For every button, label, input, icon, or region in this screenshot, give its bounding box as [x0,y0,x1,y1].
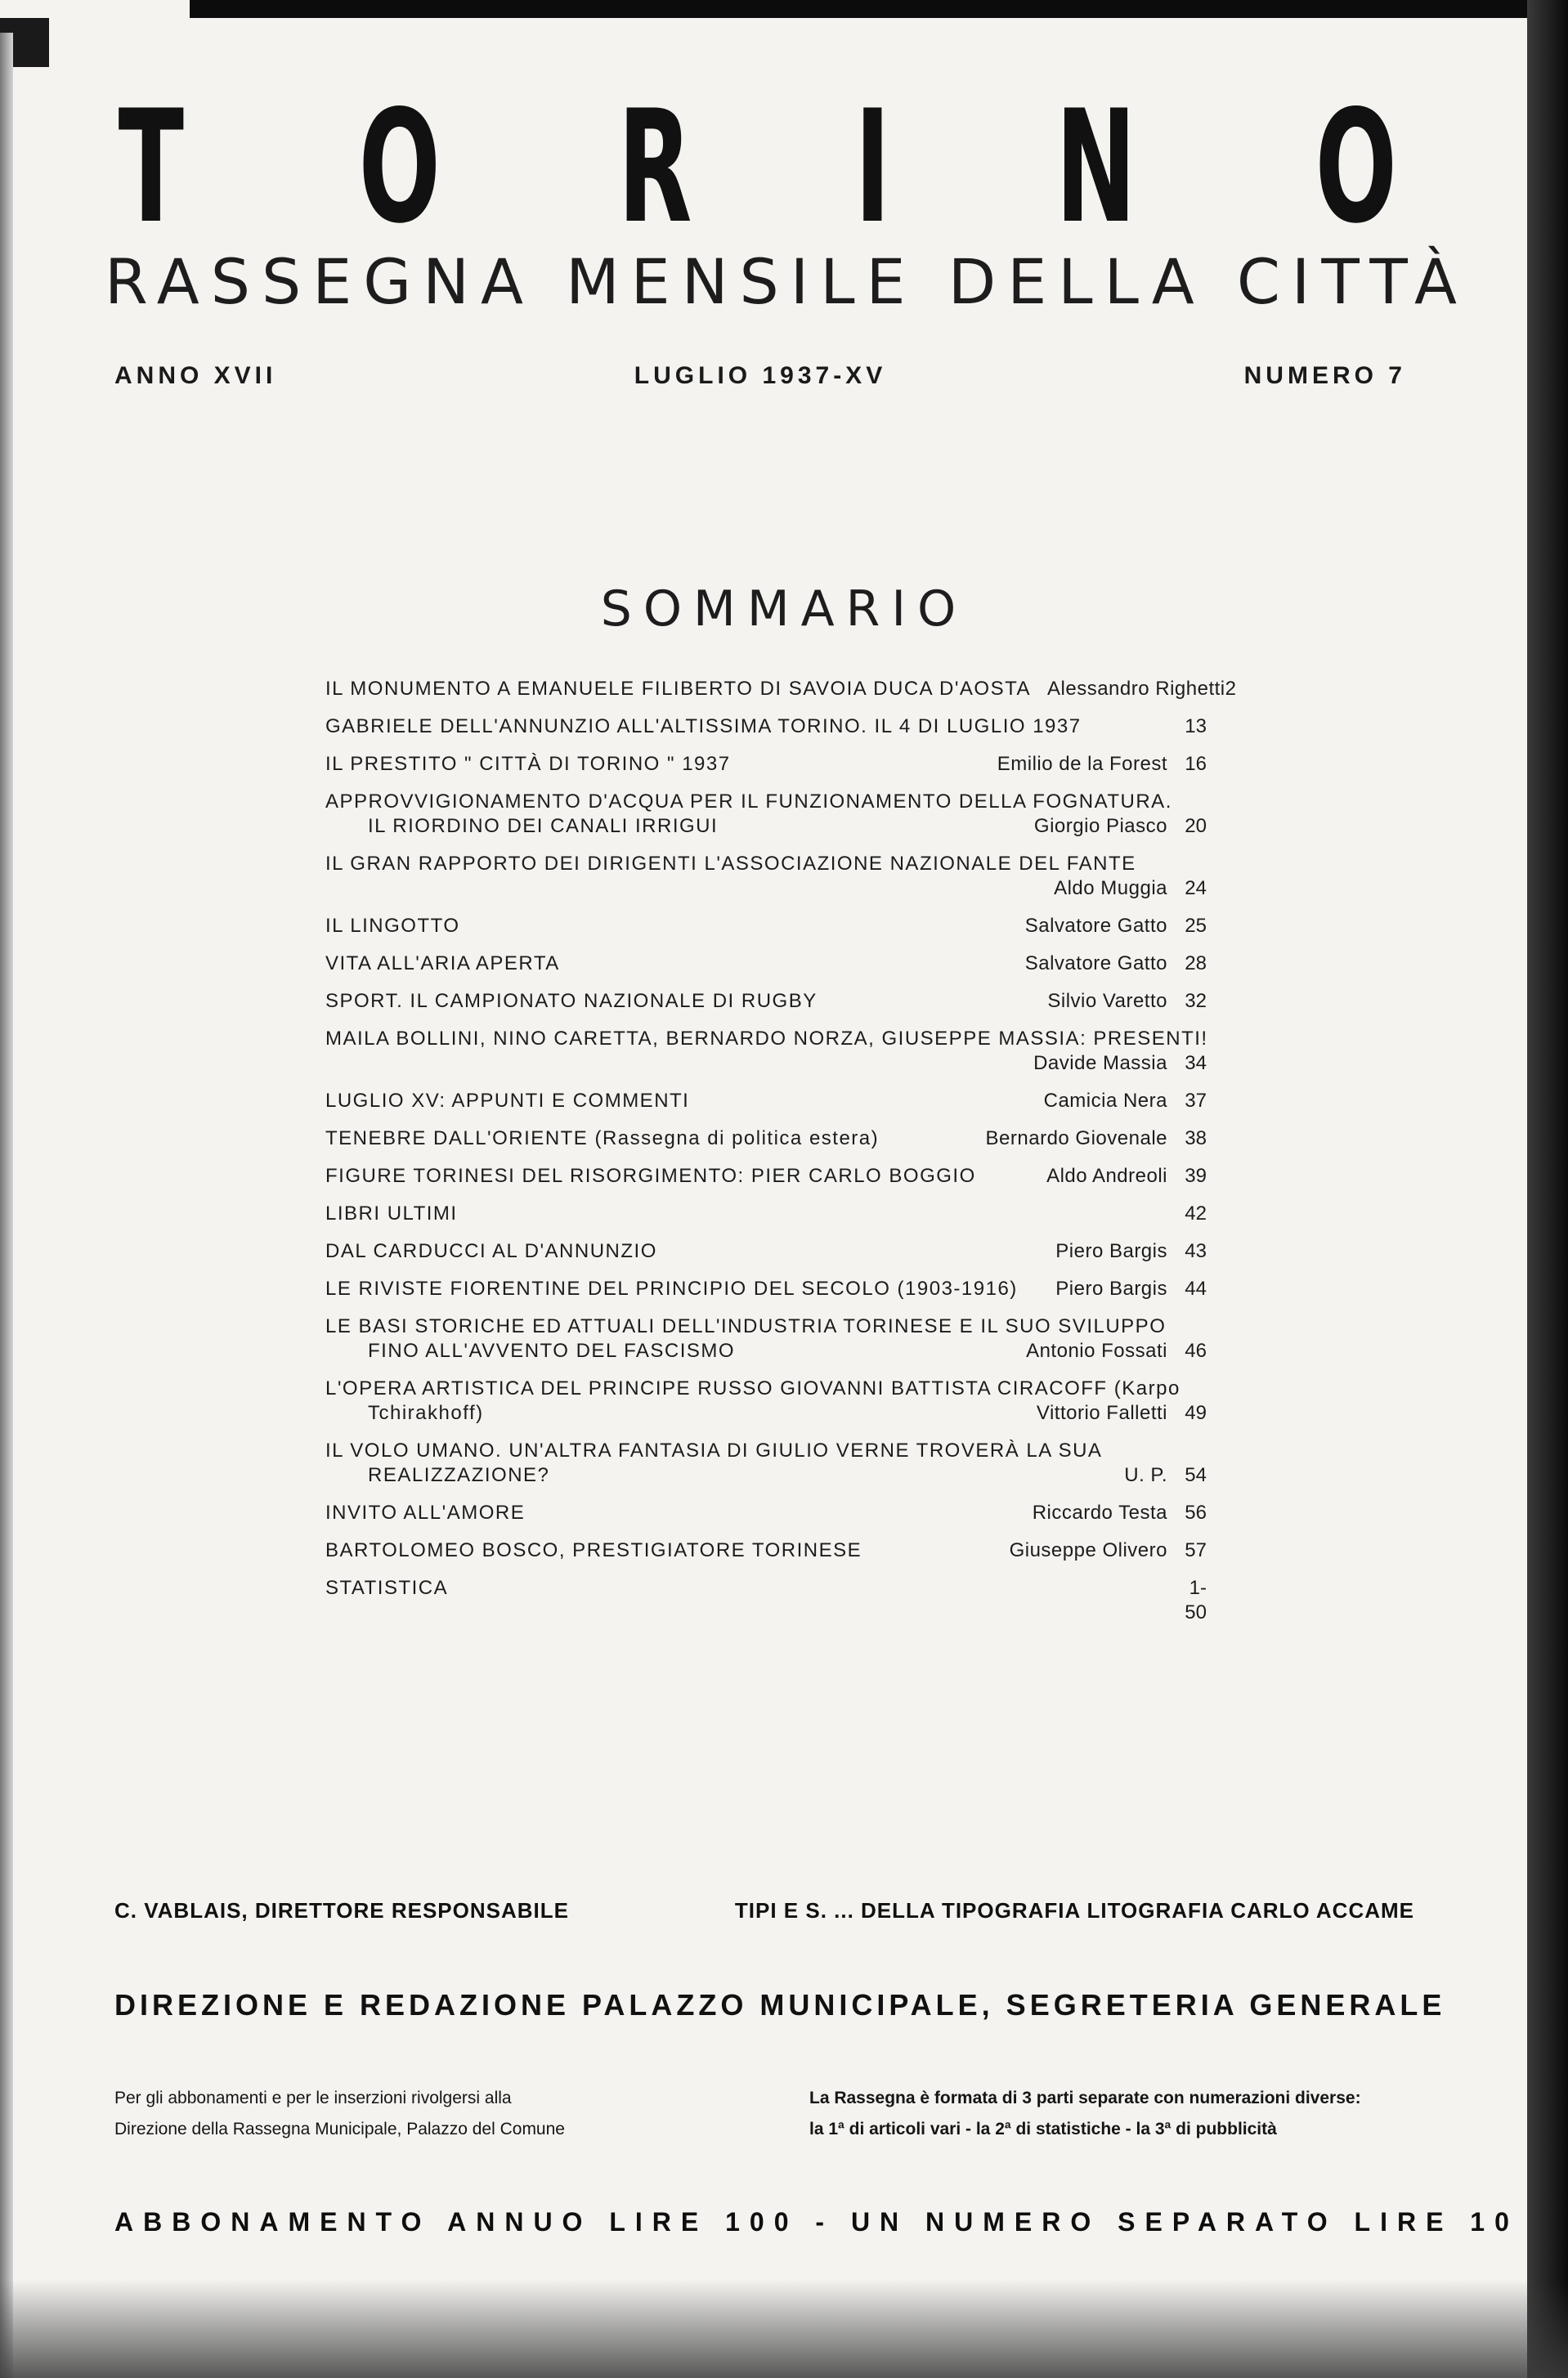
scan-edge-right [1527,0,1568,2378]
toc-entry-page: 24 [1185,877,1207,899]
toc-entry-author: U. P. [1124,1464,1167,1486]
toc-entry-author: Bernardo Giovenale [985,1127,1167,1149]
toc-entry-page: 54 [1185,1464,1207,1486]
toc-entry-title: IL LINGOTTO [325,915,460,937]
masthead-letter: T [118,77,184,258]
masthead-subtitle: RASSEGNA MENSILE DELLA CITTÀ [105,245,1468,318]
toc-entry-page: 37 [1185,1090,1207,1112]
toc-entry [325,952,1207,976]
toc-entry-title: LIBRI ULTIMI [325,1202,458,1225]
toc-entry-author: Silvio Varetto [1047,990,1167,1012]
toc-entry-page: 32 [1185,990,1207,1012]
toc-entry-title: VITA ALL'ARIA APERTA [325,952,560,974]
masthead-title [98,77,1422,258]
toc-entry [325,1164,1207,1189]
toc-entry-author: Davide Massia [1033,1052,1167,1074]
issue-info [114,362,1406,390]
toc-entry [325,989,1207,1014]
scan-edge-top [190,0,1568,18]
toc-entry [325,1314,1207,1364]
sommario-heading: SOMMARIO [600,580,968,638]
table-of-contents [325,677,1236,1638]
toc-entry-page: 44 [1185,1278,1207,1300]
toc-entry-page: 28 [1185,952,1207,974]
toc-entry-title: FIGURE TORINESI DEL RISORGIMENTO: PIER CARLO BOGGIO [325,1165,976,1187]
toc-entry-author: Salvatore Gatto [1024,915,1167,937]
toc-entry-author: Antonio Fossati [1026,1340,1167,1362]
toc-entry-author: Camicia Nera [1043,1090,1167,1112]
toc-entry-page: 34 [1185,1052,1207,1074]
toc-entry-page: 16 [1185,753,1207,775]
toc-entry-page: 39 [1185,1165,1207,1187]
toc-entry [325,1277,1207,1301]
toc-entry-title: TENEBRE DALL'ORIENTE (Rassegna di politica estera) [325,1127,880,1149]
toc-entry-page: 38 [1185,1127,1207,1149]
toc-entry [325,1126,1207,1151]
director-credit: C. VABLAIS, DIRETTORE RESPONSABILE [114,1898,569,1923]
toc-entry [325,1501,1207,1525]
toc-entry-title: SPORT. IL CAMPIONATO NAZIONALE DI RUGBY [325,990,818,1012]
toc-entry-author: Aldo Andreoli [1046,1165,1167,1187]
masthead-letter: O [1315,77,1398,258]
toc-entry-title: APPROVVIGIONAMENTO D'ACQUA PER IL FUNZIONAMENTO DELLA FOGNATURA. [325,790,1172,813]
toc-entry-page: 25 [1185,915,1207,937]
masthead-letter: N [1055,77,1136,258]
toc-entry-author: Emilio de la Forest [997,753,1167,775]
toc-entry-author: Alessandro Righetti [1047,678,1225,700]
toc-entry-author: Giorgio Piasco [1033,815,1167,837]
subscription-line: Direzione della Rassegna Municipale, Palazzo del Comune [114,2120,565,2138]
toc-entry-page: 13 [1185,715,1207,737]
issue-year: ANNO XVII [114,362,277,389]
subscription-line: Per gli abbonamenti e per le inserzioni rivolgersi alla [114,2089,512,2107]
toc-entry-page: 56 [1185,1502,1207,1524]
toc-entry-author: Riccardo Testa [1032,1502,1167,1524]
toc-entry-page: 2 [1225,678,1236,700]
toc-entry [325,752,1207,777]
toc-entry-title: L'OPERA ARTISTICA DEL PRINCIPE RUSSO GIOVANNI BATTISTA CIRACOFF (Karpo [325,1377,1180,1399]
structure-line: La Rassegna è formata di 3 parti separate con numerazioni diverse: [809,2089,1361,2107]
toc-entry [325,852,1207,901]
toc-entry [325,914,1207,938]
toc-entry-author: Salvatore Gatto [1024,952,1167,974]
issue-date: LUGLIO 1937-XV [634,362,887,389]
toc-entry-author: Aldo Muggia [1054,877,1167,899]
toc-entry-title: IL GRAN RAPPORTO DEI DIRIGENTI L'ASSOCIAZIONE NAZIONALE DEL FANTE [325,853,1136,875]
toc-entry-page: 1-50 [1185,1577,1207,1623]
toc-entry-author: Vittorio Falletti [1036,1402,1167,1424]
structure-info [809,2083,1414,2145]
toc-entry-page: 57 [1185,1539,1207,1561]
toc-entry-page: 49 [1185,1402,1207,1424]
footer-credits [114,1898,1414,1923]
toc-entry [325,790,1207,839]
toc-entry-title: GABRIELE DELL'ANNUNZIO ALL'ALTISSIMA TORINO. IL 4 DI LUGLIO 1937 [325,715,1082,737]
structure-line: la 1ª di articoli vari - la 2ª di statistiche - la 3ª di pubblicità [809,2120,1277,2138]
toc-entry [325,1089,1207,1113]
toc-entry [325,714,1207,739]
toc-entry [325,1202,1207,1226]
price-line: ABBONAMENTO ANNUO LIRE 100 - UN NUMERO SEPARATO LIRE 10 [114,2207,1519,2237]
issue-number: NUMERO 7 [1243,362,1406,389]
toc-entry-title: INVITO ALL'AMORE [325,1502,526,1524]
scan-edge-left [0,33,13,2378]
toc-entry-title: IL PRESTITO " CITTÀ DI TORINO " 1937 [325,753,731,775]
toc-entry-author: Piero Bargis [1055,1240,1167,1262]
toc-entry-page: 20 [1185,815,1207,837]
toc-entry-title: MAILA BOLLINI, NINO CARETTA, BERNARDO NORZA, GIUSEPPE MASSIA: PRESENTI! [325,1028,1208,1050]
toc-entry-title-cont: FINO ALL'AVVENTO DEL FASCISMO [368,1340,736,1362]
toc-entry-title: IL MONUMENTO A EMANUELE FILIBERTO DI SAVOIA DUCA D'AOSTA [325,678,1031,700]
toc-entry [325,1439,1207,1488]
toc-entry [325,1239,1207,1264]
toc-entry-title: LE BASI STORICHE ED ATTUALI DELL'INDUSTRIA TORINESE E IL SUO SVILUPPO [325,1315,1167,1337]
masthead-letter: R [617,77,692,258]
toc-entry-title: IL VOLO UMANO. UN'ALTRA FANTASIA DI GIULIO VERNE TROVERÀ LA SUA [325,1440,1103,1462]
toc-entry-page: 46 [1185,1340,1207,1362]
toc-entry-title-cont: REALIZZAZIONE? [368,1464,550,1486]
toc-entry-title: BARTOLOMEO BOSCO, PRESTIGIATORE TORINESE [325,1539,862,1561]
toc-entry-title: LE RIVISTE FIORENTINE DEL PRINCIPIO DEL SECOLO (1903-1916) [325,1278,1018,1300]
subscription-info [114,2083,670,2145]
toc-entry-author: Giuseppe Olivero [1009,1539,1167,1561]
scan-edge-bottom [0,2280,1568,2378]
toc-entry-title: LUGLIO XV: APPUNTI E COMMENTI [325,1090,690,1112]
toc-entry [325,1538,1207,1563]
toc-entry-page: 43 [1185,1240,1207,1262]
toc-entry-page: 42 [1185,1202,1207,1225]
toc-entry-title-cont: Tchirakhoff) [368,1402,484,1424]
toc-entry [325,1576,1207,1625]
toc-entry [325,677,1236,701]
toc-entry-title: STATISTICA [325,1577,449,1599]
toc-entry-title-cont: IL RIORDINO DEI CANALI IRRIGUI [368,815,719,837]
masthead-letter: O [358,77,441,258]
toc-entry-author: Piero Bargis [1055,1278,1167,1300]
toc-entry [325,1027,1207,1076]
toc-entry [325,1377,1207,1426]
toc-entry-title: DAL CARDUCCI AL D'ANNUNZIO [325,1240,657,1262]
editorial-address: DIREZIONE E REDAZIONE PALAZZO MUNICIPALE, SEGRETERIA GENERALE [114,1988,1446,2022]
printer-credit: TIPI E S. ... DELLA TIPOGRAFIA LITOGRAFIA CARLO ACCAME [734,1898,1414,1923]
masthead-letter: I [854,77,891,258]
